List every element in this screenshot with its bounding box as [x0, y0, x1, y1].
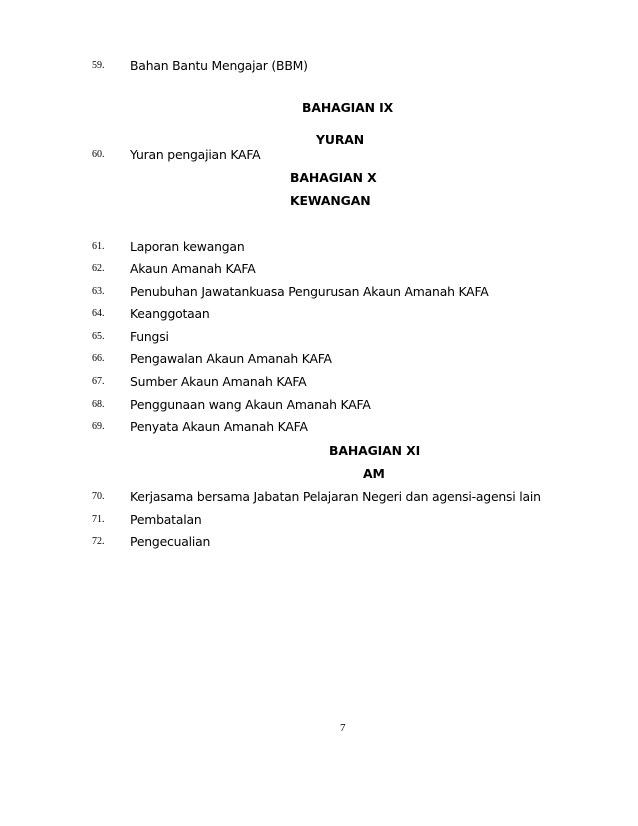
- item-number: 64.: [92, 308, 105, 319]
- list-item: [0, 260, 638, 278]
- item-number: 66.: [92, 353, 105, 364]
- page-number: 7: [340, 722, 346, 734]
- item-title: Pengawalan Akaun Amanah KAFA: [130, 351, 332, 366]
- list-item: [0, 533, 638, 551]
- section-subheading: YURAN: [316, 132, 365, 147]
- list-item: [0, 373, 638, 391]
- item-title: Laporan kewangan: [130, 239, 245, 254]
- item-title: Keanggotaan: [130, 306, 210, 321]
- list-item: [0, 283, 638, 301]
- list-item: [0, 396, 638, 414]
- item-number: 67.: [92, 376, 105, 387]
- item-number: 72.: [92, 536, 105, 547]
- section-heading: BAHAGIAN X: [290, 170, 377, 185]
- item-title: Penyata Akaun Amanah KAFA: [130, 419, 308, 434]
- list-item: [0, 328, 638, 346]
- item-title: Pengecualian: [130, 534, 211, 549]
- item-number: 71.: [92, 514, 105, 525]
- item-title: Akaun Amanah KAFA: [130, 261, 256, 276]
- list-item: [0, 511, 638, 529]
- list-item: [0, 238, 638, 256]
- item-number: 65.: [92, 331, 105, 342]
- item-title: Pembatalan: [130, 512, 202, 527]
- item-number: 60.: [92, 149, 105, 160]
- section-heading: BAHAGIAN XI: [329, 443, 421, 458]
- list-item: [0, 57, 638, 75]
- item-number: 62.: [92, 263, 105, 274]
- section-heading: BAHAGIAN IX: [302, 100, 394, 115]
- item-title: Kerjasama bersama Jabatan Pelajaran Negeri dan agensi-agensi lain: [130, 489, 541, 504]
- item-number: 70.: [92, 491, 105, 502]
- item-number: 69.: [92, 421, 105, 432]
- item-number: 63.: [92, 286, 105, 297]
- list-item: [0, 350, 638, 368]
- list-item: [0, 305, 638, 323]
- item-title: Penggunaan wang Akaun Amanah KAFA: [130, 397, 371, 412]
- list-item: [0, 146, 638, 164]
- list-item: [0, 418, 638, 436]
- item-number: 59.: [92, 60, 105, 71]
- section-subheading: KEWANGAN: [290, 193, 371, 208]
- section-subheading: AM: [363, 466, 385, 481]
- item-number: 61.: [92, 241, 105, 252]
- item-title: Bahan Bantu Mengajar (BBM): [130, 58, 308, 73]
- item-title: Sumber Akaun Amanah KAFA: [130, 374, 307, 389]
- item-title: Fungsi: [130, 329, 169, 344]
- item-number: 68.: [92, 399, 105, 410]
- list-item: [0, 488, 638, 506]
- item-title: Penubuhan Jawatankuasa Pengurusan Akaun Amanah KAFA: [130, 284, 489, 299]
- item-title: Yuran pengajian KAFA: [130, 147, 261, 162]
